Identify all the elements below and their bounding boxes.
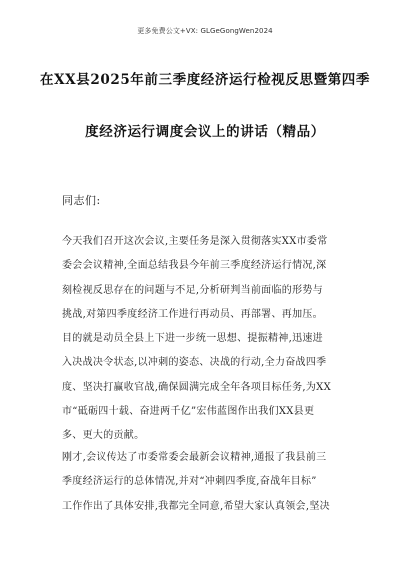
paragraph-line: 入决战决令状态,以冲刺的姿态、决战的行动,全力奋战四季 xyxy=(62,357,327,369)
paragraph-line: 市“砥砺四十载、奋进两千亿”宏伟蓝图作出我们XX县更 xyxy=(62,406,315,418)
paragraph-line: 度、坚决打赢收官战,确保圆满完成全年各项目标任务,为XX xyxy=(62,381,331,393)
paragraph-line: 工作作出了具体安排,我都完全同意,希望大家认真领会,坚决 xyxy=(62,500,330,512)
paragraph-line: 季度经济运行的总体情况,并对“冲刺四季度,奋战年目标” xyxy=(62,476,317,488)
paragraph-line: 刻检视反思存在的问题与不足,分析研判当前面临的形势与 xyxy=(62,284,323,296)
paragraph-line: 今天我们召开这次会议,主要任务是深入贯彻落实XX市委常 xyxy=(62,236,328,247)
paragraph-line: 多、更大的贡献。 xyxy=(62,430,145,442)
paragraph-line: 刚才,会议传达了市委常委会最新会议精神,通报了我县前三 xyxy=(62,452,327,463)
header-note: 更多免费公文+VX: GLGeGongWen2024 xyxy=(137,27,273,35)
paragraph-line: 委会会议精神,全面总结我县今年前三季度经济运行情况,深 xyxy=(62,260,327,272)
paragraph-line: 目的就是动员全县上下进一步统一思想、提振精神,迅速进 xyxy=(62,333,323,345)
document-title-line-2: 度经济运行调度会议上的讲话（精品） xyxy=(85,124,325,140)
paragraph-2 xyxy=(62,446,352,519)
paragraph-1 xyxy=(62,230,352,449)
paragraph-line: 挑战,对第四季度经济工作进行再动员、再部署、再加压。 xyxy=(62,308,323,320)
salutation: 同志们: xyxy=(62,194,101,207)
document-title-line-1: 在XX县2025年前三季度经济运行检视反思暨第四季 xyxy=(39,72,371,88)
